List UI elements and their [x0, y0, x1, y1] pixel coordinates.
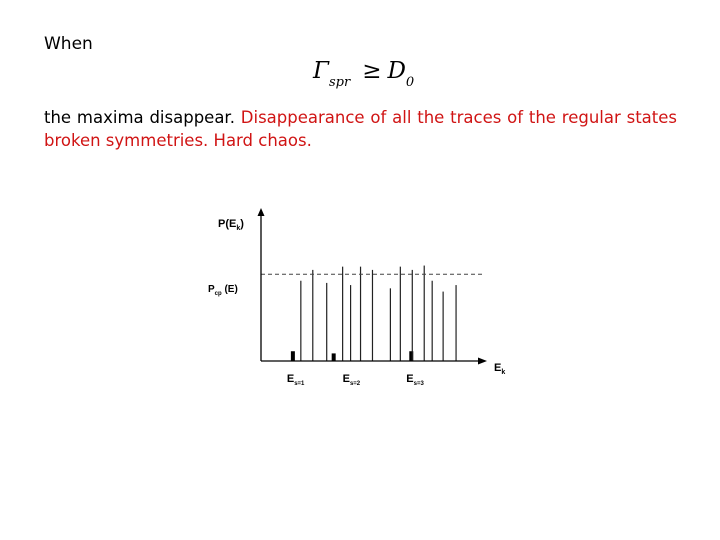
bar-short-0 [291, 351, 295, 361]
spectrum-chart [200, 200, 520, 400]
paragraph-black-text: the maxima disappear. [44, 108, 241, 127]
marker-label-1: $E_{s=1}$ [286, 373, 305, 387]
gamma-symbol: Γ [313, 58, 329, 84]
y-axis-label: $P(E_k)$ [218, 218, 244, 232]
marker-labels-group [287, 373, 425, 387]
bar-short-4 [332, 353, 336, 361]
d-subscript: 0 [405, 75, 415, 90]
paragraph-red-text: Disappearance of all the traces of the regular states broken symmetries. Hard chaos. [44, 108, 677, 150]
y-axis-arrow [258, 208, 265, 216]
marker-label-3: $E_{s=3}$ [406, 373, 424, 387]
level-label: $P_{cp}$ (E) [208, 284, 238, 297]
x-axis-arrow [478, 358, 487, 365]
inequality-formula [313, 58, 415, 90]
intro-word: When [44, 34, 93, 54]
explanation-paragraph [44, 106, 677, 152]
gamma-subscript: spr [328, 75, 351, 90]
x-axis-label: $E_k$ [494, 362, 506, 376]
d-symbol: D [387, 58, 406, 84]
geq-symbol: ≥ [362, 58, 382, 84]
bars-group [291, 266, 456, 361]
marker-label-2: $E_{s=2}$ [342, 373, 361, 387]
